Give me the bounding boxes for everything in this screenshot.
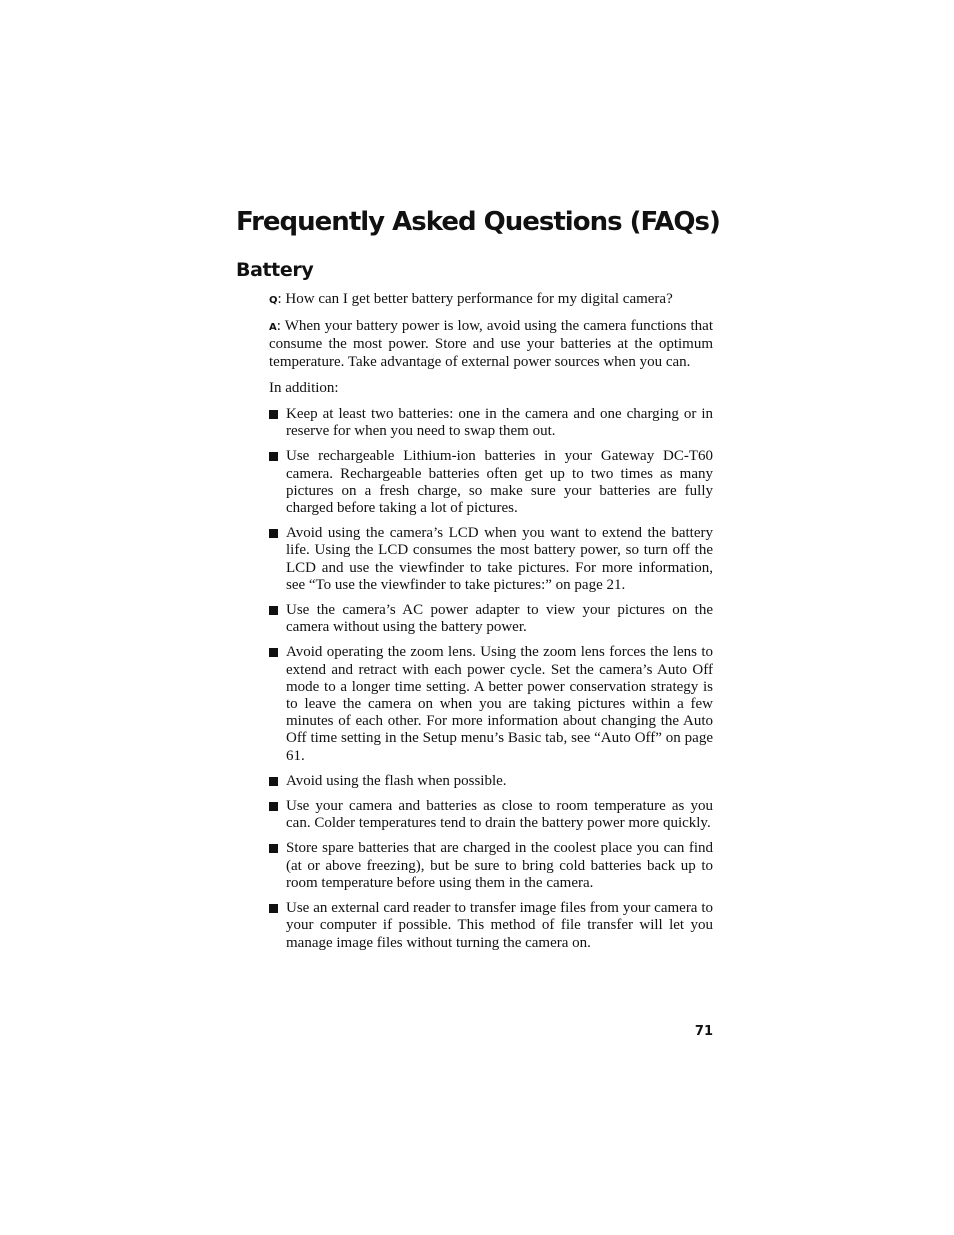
list-item xyxy=(269,900,713,952)
square-bullet-icon xyxy=(269,648,278,657)
question-paragraph xyxy=(269,291,713,309)
list-item-text: Use your camera and batteries as close to room temperature as you can. Colder temperatures tend to drain the battery power more quickly. xyxy=(286,798,713,832)
list-item-text: Use rechargeable Lithium-ion batteries in your Gateway DC-T60 camera. Rechargeable batteries often get up to two times as many pictures on a fresh charge, so make sure your batteries are fully charged before taking a lot of pictures. xyxy=(286,448,713,517)
square-bullet-icon xyxy=(269,904,278,913)
list-item xyxy=(269,525,713,594)
question-text: : How can I get better battery performance for my digital camera? xyxy=(277,291,673,307)
list-item xyxy=(269,773,713,790)
square-bullet-icon xyxy=(269,802,278,811)
list-item xyxy=(269,644,713,764)
list-item-text: Store spare batteries that are charged in the coolest place you can find (at or above freezing), but be sure to bring cold batteries back up to room temperature before using them in the camera. xyxy=(286,840,713,891)
list-item xyxy=(269,840,713,892)
square-bullet-icon xyxy=(269,410,278,419)
chapter-title: Frequently Asked Questions (FAQs) xyxy=(236,207,720,237)
list-item xyxy=(269,448,713,517)
square-bullet-icon xyxy=(269,606,278,615)
list-item-text: Use an external card reader to transfer image files from your camera to your computer if possible. This method of file transfer will let you manage image files without turning the camera on. xyxy=(286,900,713,951)
list-item-text: Avoid using the flash when possible. xyxy=(286,772,507,789)
answer-paragraph xyxy=(269,318,713,371)
list-item xyxy=(269,602,713,636)
square-bullet-icon xyxy=(269,777,278,786)
question-marker: Q xyxy=(269,295,278,306)
intro-text: In addition: xyxy=(269,379,339,396)
square-bullet-icon xyxy=(269,844,278,853)
list-item-text: Keep at least two batteries: one in the camera and one charging or in reserve for when you need to swap them out. xyxy=(286,406,713,440)
list-item xyxy=(269,798,713,832)
list-item-text: Avoid operating the zoom lens. Using the zoom lens forces the lens to extend and retract with each power cycle. Set the camera’s Auto Off mode to a longer time setting. A better power conservation strategy is to leave the camera on when you are taking pictures within a few minutes of each other. For more information about changing the Auto Off time setting in the Setup menu’s Basic tab, see “Auto Off” on page 61. xyxy=(286,644,713,764)
list-item-text: Use the camera’s AC power adapter to view your pictures on the camera without using the battery power. xyxy=(286,602,713,636)
square-bullet-icon xyxy=(269,529,278,538)
answer-text: : When your battery power is low, avoid using the camera functions that consume the most power. Store and use your batteries at the optimum temperature. Take advantage of external power sources when you can. xyxy=(269,318,713,370)
section-title: Battery xyxy=(236,259,314,281)
tips-list xyxy=(269,406,713,952)
square-bullet-icon xyxy=(269,452,278,461)
list-item xyxy=(269,406,713,440)
page-number: 71 xyxy=(694,1024,713,1039)
list-item-text: Avoid using the camera’s LCD when you want to extend the battery life. Using the LCD consumes the most battery power, so turn off the LCD and use the viewfinder to take pictures. For more information, see “To use the viewfinder to take pictures:” on page 21. xyxy=(286,525,713,593)
faq-body xyxy=(269,291,713,960)
answer-marker: A xyxy=(269,322,277,334)
